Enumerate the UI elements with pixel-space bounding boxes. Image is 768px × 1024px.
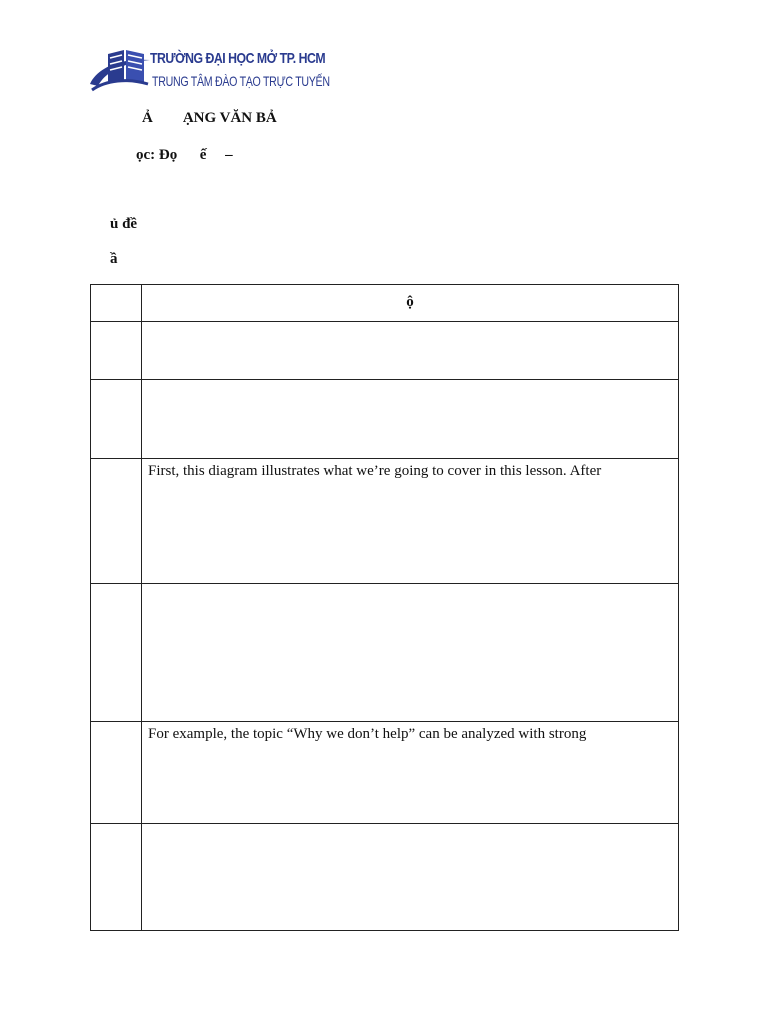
table-cell — [91, 584, 142, 722]
table-row — [91, 459, 679, 584]
table-cell — [91, 322, 142, 380]
document-subtitle: ọc: Đọ ế – — [136, 147, 233, 163]
table-row — [91, 722, 679, 824]
table-cell — [91, 380, 142, 459]
logo-university-name: TRƯỜNG ĐẠI HỌC MỞ TP. HCM — [150, 50, 326, 67]
table-header-cell — [91, 285, 142, 322]
table-header-cell: ộ — [142, 285, 679, 322]
table-header-row — [91, 285, 679, 322]
table-cell: For example, the topic “Why we don’t help” can be analyzed with strong — [142, 722, 679, 824]
table-cell — [91, 459, 142, 584]
table-cell — [142, 824, 679, 931]
table-row — [91, 584, 679, 722]
content-table — [90, 284, 679, 931]
table-row — [91, 824, 679, 931]
table-cell — [142, 380, 679, 459]
document-title: Ả ẠNG VĂN BẢ — [142, 110, 277, 126]
table-row — [91, 322, 679, 380]
university-logo — [88, 42, 330, 102]
table-cell — [142, 322, 679, 380]
table-cell — [91, 824, 142, 931]
table-cell — [91, 722, 142, 824]
topic-label: ủ đề — [110, 216, 138, 232]
table-row — [91, 380, 679, 459]
open-book-swoosh-icon — [88, 44, 154, 98]
table-cell — [142, 584, 679, 722]
section-label: ầ — [110, 251, 118, 267]
logo-center-name: TRUNG TÂM ĐÀO TẠO TRỰC TUYẾN — [152, 73, 330, 89]
table-cell: First, this diagram illustrates what we’re going to cover in this lesson. After — [142, 459, 679, 584]
